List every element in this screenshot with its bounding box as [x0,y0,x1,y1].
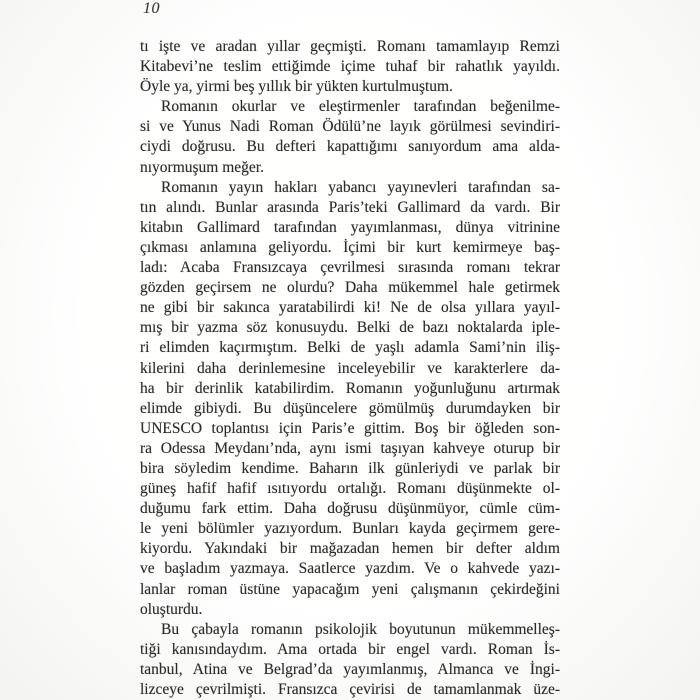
text-line: gözden geçirsem ne olurdu? Daha mükemmel hale getirmek [140,279,560,297]
text-line: le yeni bölümler yazıyordum. Bunları kayda geçirmem gere- [140,520,560,538]
text-line: tanbul, Atina ve Belgrad’da yayımlanmış, Almanca ve İngi- [140,660,560,678]
text-line: elimde gibiydi. Bu düşüncelere gömülmüş durumdayken bir [140,399,560,417]
text-line: kitabın Gallimard tarafından yayımlanması, dünya vitrinine [140,218,560,236]
text-line: UNESCO toplantısı için Paris’e gittim. Boş bir öğleden son- [140,419,560,437]
text-line: Romanın okurlar ve eleştirmenler tarafından beğenilme- [161,98,560,116]
text-line: güneş hafif hafif ısıtıyordu ortalığı. Romanı düşünmekte ol- [140,480,560,498]
text-line: duğumu fark ettim. Daha doğrusu düşünmüyor, cümle cüm- [140,500,560,518]
text-line: oluşturdu. [140,600,203,618]
text-line: tiği kanısındaydım. Ama ortada bir engel vardı. Roman İs- [140,640,560,658]
text-line: Kitabevi’ne teslim ettiğimde içime tuhaf bir rahatlık yayıldı. [140,58,560,76]
text-line: ciydi doğrusu. Bu defteri kapattığımı sanıyordum ama alda- [140,138,560,156]
text-line: kilerini daha derinlemesine inceleyebilir ve karakterlere da- [140,359,560,377]
text-line: lizceye çevrilmişti. Fransızca çevirisi de tamamlanmak üze- [140,681,560,698]
text-line: tın alındı. Bunlar arasında Paris’teki Gallimard da vardı. Bir [140,198,560,216]
text-line: ve başladım yazmaya. Saatlerce yazdım. Ve o kahvede yazı- [140,560,560,578]
text-line: si ve Yunus Nadi Roman Ödülü’ne layık görülmesi sevindiri- [140,118,560,136]
text-line: ri elimden kaçırmıştım. Belki de yaşlı adamla Sami’nin iliş- [140,339,560,357]
text-line: tı işte ve aradan yıllar geçmişti. Romanı tamamlayıp Remzi [140,38,560,55]
text-line: ha bir derinlik katabilirdim. Romanın yoğunluğunu artırmak [140,379,560,397]
text-line: bira söyledim kendime. Baharın ilk günleriydi ve parlak bir [140,459,560,477]
text-line: ladı: Acaba Fransızcaya çevrilmesi sırasında romanı tekrar [140,259,560,277]
body-text-block [140,37,560,700]
text-line: çıkması anlamına geliyordu. İçimi bir kurt kemirmeye baş- [140,238,560,256]
text-line: ne gibi bir sakınca yaratabilirdi ki! Ne de olsa yıllara yayıl- [140,299,560,317]
text-line: mış bir yazma söz konusuydu. Belki de bazı noktalarda iple- [140,319,560,337]
text-line: kiyordu. Yakındaki bir mağazadan hemen bir defter aldım [140,540,560,558]
text-line: Romanın yayın hakları yabancı yayınevleri tarafından sa- [161,178,560,196]
text-line: Bu çabayla romanın psikolojik boyutunun mükemmelleş- [161,620,560,638]
text-line: Öyle ya, yirmi beş yıllık bir yükten kurtulmuştum. [140,78,453,96]
text-line: ra Odessa Meydanı’nda, aynı ismi taşıyan kahveye oturup bir [140,439,560,457]
text-line: nıyormuşum meğer. [140,158,264,176]
text-line: lanlar roman üstüne yapacağım yeni çalışmanın çekirdeğini [140,580,560,598]
page-number: 10 [143,0,160,17]
